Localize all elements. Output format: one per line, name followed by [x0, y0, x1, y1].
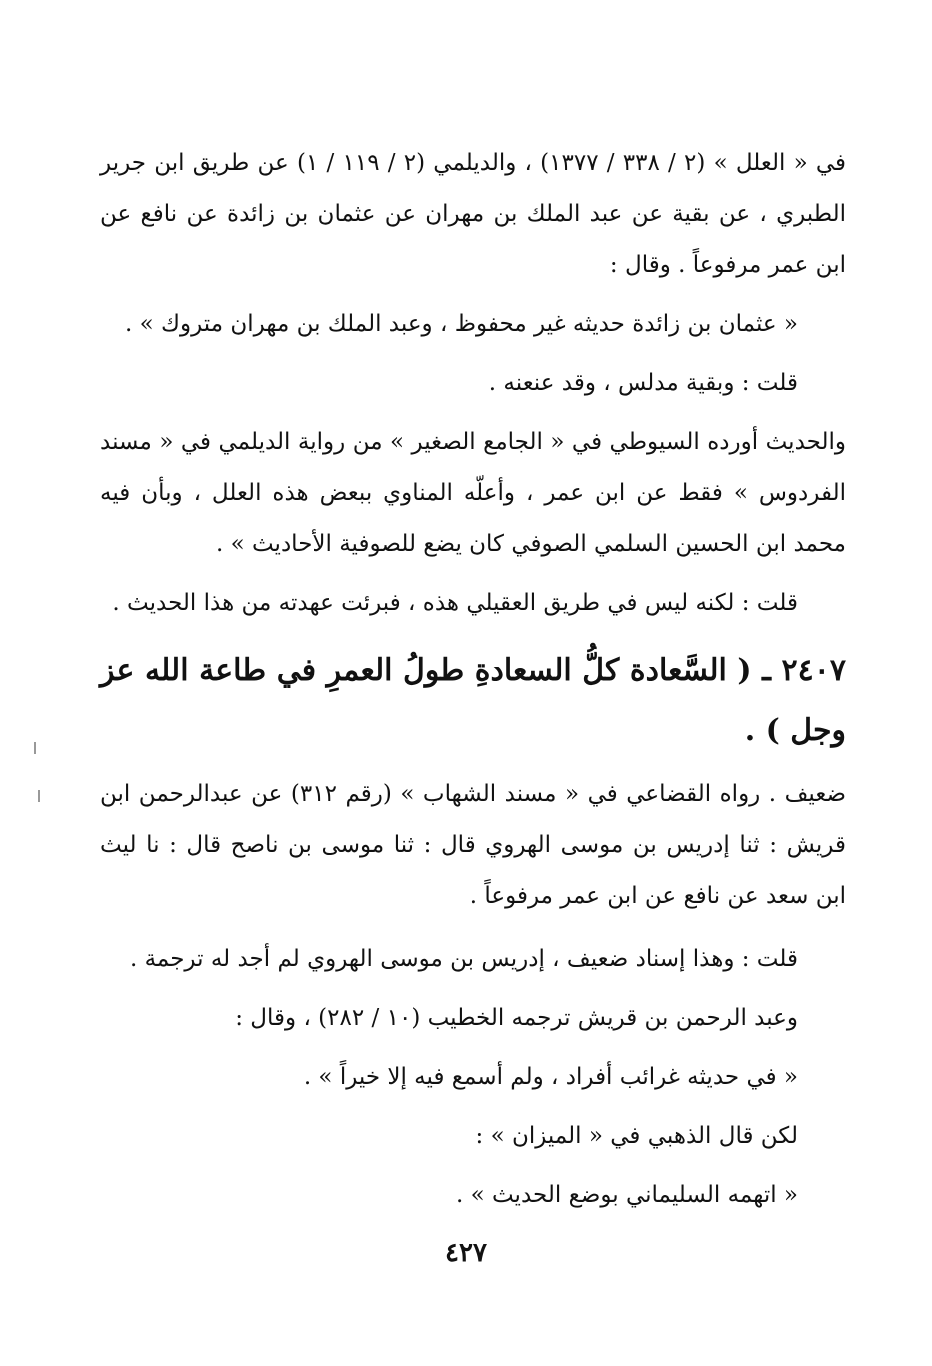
- quote-sulaymani-accusation: « اتهمه السليماني بوضع الحديث » .: [455, 1182, 798, 1208]
- paragraph-suyuti-jami: والحديث أورده السيوطي في « الجامع الصغير » من رواية الديلمي في « مسند الفردوس » فقط عن ابن عمر ، وأعلّه المناوي ببعض هذه العلل ، وبأن فيه محمد ابن الحسين السلمي الصوفي كان يضع للصوفية الأحاديث » .: [100, 429, 846, 557]
- paragraph-ilal-citation: في « العلل » (٢ / ٣٣٨ / ١٣٧٧) ، والديلمي (٢ / ١١٩ / ١) عن طريق ابن جرير الطبري ، عن بقية عن عبد الملك بن مهران عن عثمان بن زائدة عن نافع عن ابن عمر مرفوعاً . وقال :: [100, 150, 847, 278]
- paragraph-baqiyya-mudallis: قلت : وبقية مدلس ، وقد عنعنه .: [488, 370, 798, 396]
- page-body: [100, 138, 846, 1221]
- page-number: ٤٢٧: [445, 1238, 487, 1268]
- margin-mark: [38, 790, 40, 802]
- hadith-heading-2407: ٢٤٠٧ ـ ( السَّعادة كلُّ السعادةِ طولُ العمرِ في طاعة الله عز وجل ) .: [100, 653, 846, 748]
- quote-ghara-ib-afrad: « في حديثه غرائب أفراد ، ولم أسمع فيه إلا خيراً » .: [303, 1064, 798, 1090]
- paragraph-abdulrahman-quraysh: وعبد الرحمن بن قريش ترجمه الخطيب (١٠ / ٢٨٢) ، وقال :: [235, 1005, 798, 1031]
- paragraph-dhahabi-mizan: لكن قال الذهبي في « الميزان » :: [475, 1123, 798, 1149]
- quote-uthman-ibn-zaida: « عثمان بن زائدة حديثه غير محفوظ ، وعبد الملك بن مهران متروك » .: [125, 311, 798, 337]
- paragraph-uqayli-route: قلت : لكنه ليس في طريق العقيلي هذه ، فبرئت عهدته من هذا الحديث .: [112, 590, 798, 616]
- paragraph-idris-harawi: قلت : وهذا إسناد ضعيف ، إدريس بن موسى الهروي لم أجد له ترجمة .: [129, 946, 798, 972]
- paragraph-daif-qudai: ضعيف . رواه القضاعي في « مسند الشهاب » (رقم ٣١٢) عن عبدالرحمن ابن قريش : ثنا إدريس بن موسى الهروي قال : ثنا موسى بن ناصح قال : نا ليث ابن سعد عن نافع عن ابن عمر مرفوعاً .: [100, 781, 846, 909]
- margin-mark: [34, 742, 36, 754]
